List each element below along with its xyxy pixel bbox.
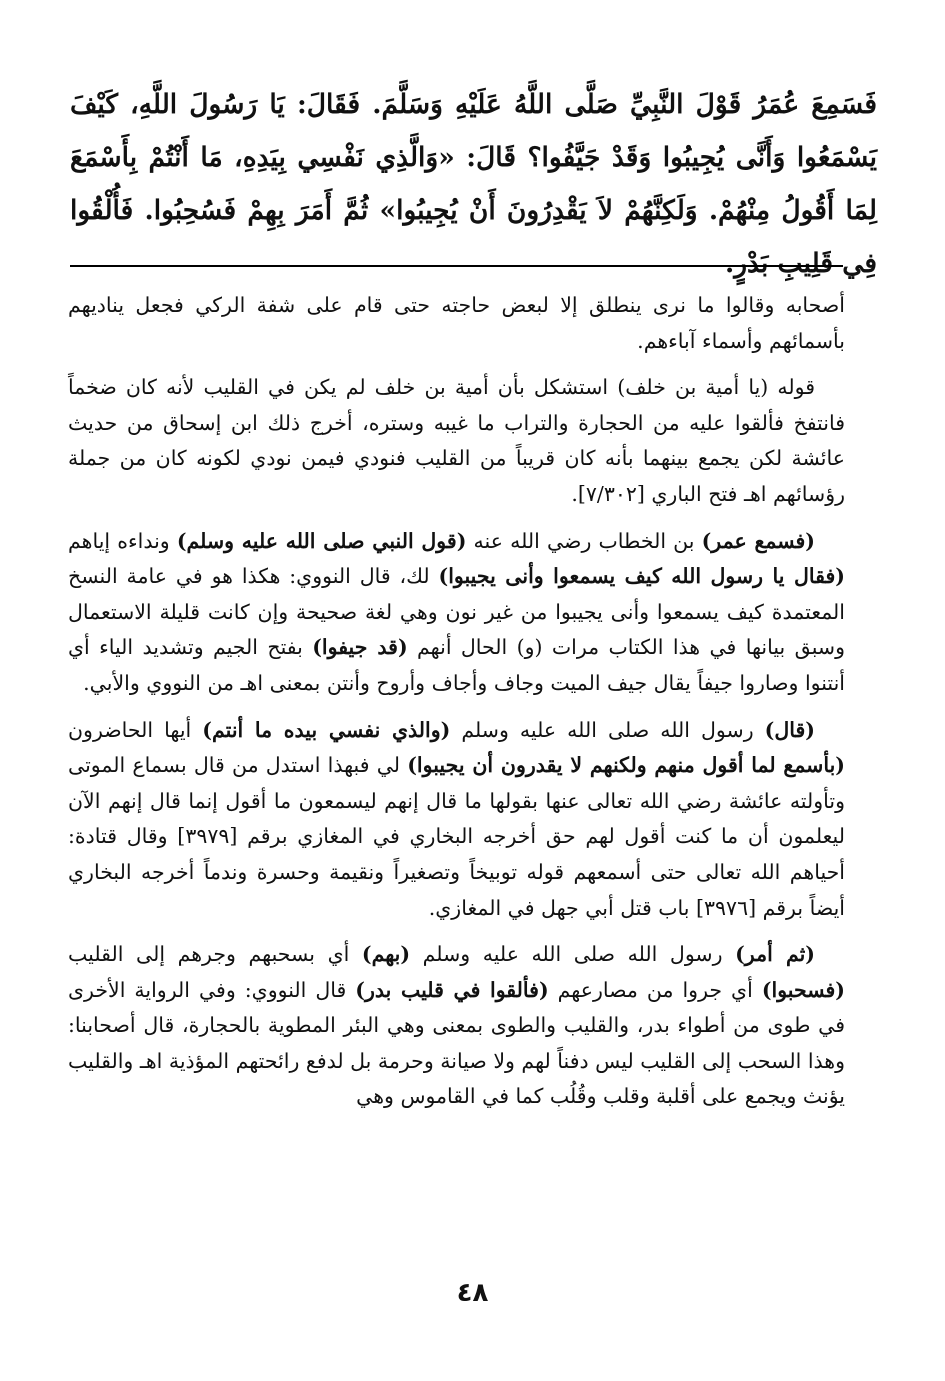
- paragraph-text: بفتح الجيم وتشديد الياء أي أنتنوا وصاروا جيفاً يقال جيف الميت وجاف وأجاف وأروح وأنتن بمعنى اهـ من النووي والأبي.: [68, 635, 845, 695]
- commentary-section: [68, 288, 845, 1126]
- quoted-phrase: (بأسمع لما أقول منهم ولكنهم لا يقدرون أن يجيبوا): [407, 753, 845, 778]
- quoted-phrase: (والذي نفسي بيده ما أنتم): [202, 717, 451, 742]
- commentary-paragraph-4: [68, 713, 845, 927]
- quoted-phrase: (فألقوا في قليب بدر): [355, 977, 549, 1002]
- quoted-phrase: (ثم أمر): [735, 942, 816, 967]
- quoted-phrase: (قال): [764, 717, 815, 742]
- hadith-text-content: فَسَمِعَ عُمَرُ قَوْلَ النَّبِيِّ صَلَّى اللَّهُ عَلَيْهِ وَسَلَّمَ. فَقَالَ: يَا رَسُولَ اللَّهِ، كَيْفَ يَسْمَعُوا وَأَنَّى يُجِيبُوا وَقَدْ جَيَّفُوا؟ قَالَ: «وَالَّذِي نَفْسِي بِيَدِهِ، مَا أَنْتُمْ بِأَسْمَعَ لِمَا أَقُولُ مِنْهُمْ. وَلَكِنَّهُمْ لاَ يَقْدِرُونَ أَنْ يُجِيبُوا» ثُمَّ أَمَرَ بِهِمْ فَسُحِبُوا. فَأُلْقُوا فِي قَلِيبِ بَدْرٍ.: [70, 89, 877, 279]
- paragraph-text: أي بسحبهم وجرهم إلى القليب: [68, 942, 362, 967]
- paragraph-text: لك، قال النووي: هكذا هو في عامة النسخ المعتمدة كيف يسمعوا وأنى يجيبوا من غير نون وهي لغة صحيحة وإن كانت قليلة الاستعمال وسبق بيانها في هذا الكتاب مرات (و) الحال أنهم: [68, 564, 845, 660]
- paragraph-text: رسول الله صلى الله عليه وسلم: [410, 942, 736, 967]
- paragraph-text: أي جروا من مصارعهم: [548, 977, 762, 1002]
- paragraph-text: لي فبهذا استدل من قال بسماع الموتى وتأولته عائشة رضي الله تعالى عنها بقولها ما قال إنهم ليسمعون ما أقول إنما قال إنهم الآن ليعلمون أن ما كنت أقول لهم حق أخرجه البخاري في المغازي برقم [٣٩٧٩] وقال قتادة: أحياهم الله تعالى حتى أسمعهم قوله توبيخاً وتصغيراً ونقيمة وحسرة وندماً أخرجه البخاري أيضاً برقم [٣٩٧٦] باب قتل أبي جهل في المغازي.: [68, 753, 845, 920]
- paragraph-text: ونداءه إياهم: [68, 528, 177, 553]
- paragraph-text: بن الخطاب رضي الله عنه: [466, 528, 702, 553]
- quoted-phrase: (قد جيفوا): [312, 635, 408, 660]
- separator-line: [70, 265, 843, 267]
- hadith-text: [70, 78, 877, 290]
- paragraph-text: رسول الله صلى الله عليه وسلم: [450, 717, 765, 742]
- commentary-paragraph-2: [68, 370, 845, 512]
- commentary-paragraph-1: [68, 288, 845, 359]
- paragraph-text: أيها الحاضرون: [68, 717, 203, 742]
- paragraph-text: قوله (يا أمية بن خلف) استشكل بأن أمية بن خلف لم يكن في القليب لأنه كان ضخماً فانتفخ فألقوا عليه من الحجارة والتراب ما غيبه وستره، أخرج ذلك ابن إسحاق من حديث عائشة لكن يجمع بينهما بأنه كان قريباً من القليب فنودي فيمن نودي لكونه كان من جملة رؤسائهم اهـ فتح الباري [٧/٣٠٢].: [68, 375, 845, 506]
- paragraph-text: قال النووي: وفي الرواية الأخرى في طوى من أطواء بدر، والقليب والطوى بمعنى وهي البئر المطوية بالحجارة، قال أصحابنا: وهذا السحب إلى القليب ليس دفناً لهم ولا صيانة وحرمة بل لدفع رائحتهم المؤذية اهـ والقليب يؤنث ويجمع على أقلبة وقلب وقُلُب كما في القاموس وهي: [68, 977, 845, 1109]
- commentary-paragraph-5: [68, 937, 845, 1115]
- quoted-phrase: (بهم): [361, 942, 411, 967]
- quoted-phrase: (قول النبي صلى الله عليه وسلم): [176, 528, 467, 553]
- quoted-phrase: (فسمع عمر): [701, 528, 816, 553]
- page-number: ٤٨: [456, 1278, 489, 1308]
- quoted-phrase: (فقال يا رسول الله كيف يسمعوا وأنى يجيبوا): [438, 564, 845, 589]
- paragraph-text: أصحابه وقالوا ما نرى ينطلق إلا لبعض حاجته حتى قام على شفة الركي فجعل يناديهم بأسمائهم وأسماء آباءهم.: [68, 293, 845, 353]
- commentary-paragraph-3: [68, 524, 845, 702]
- quoted-phrase: (فسحبوا): [761, 977, 846, 1002]
